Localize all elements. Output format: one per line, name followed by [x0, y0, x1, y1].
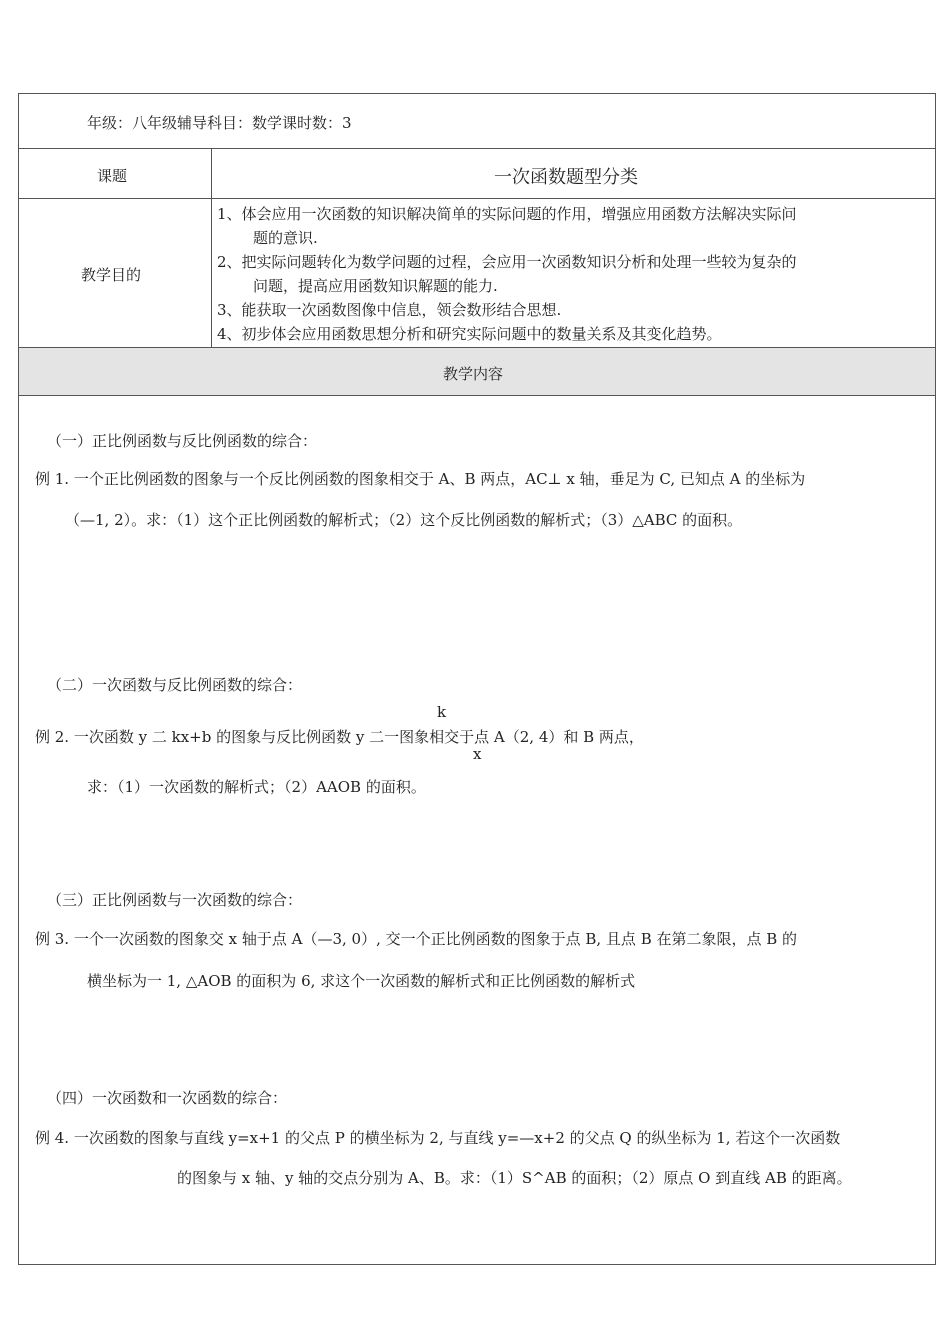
row-divider	[19, 198, 935, 199]
objective-item: 2、把实际问题转化为数学问题的过程，会应用一次函数知识分析和处理一些较为复杂的	[217, 253, 797, 271]
header-info: 年级：八年级辅导科目：数学课时数：3	[87, 114, 352, 132]
example-2-part-a: 例 2. 一次函数 y 二 kx+b 的图象与反比例函数 y 二一	[35, 728, 400, 746]
section-1-heading: （一）正比例函数与反比例函数的综合：	[47, 432, 318, 450]
example-2-part-b: 图象相交于点 A（2, 4）和 B 两点，	[399, 728, 644, 746]
row-divider	[19, 148, 935, 149]
example-4-line-1: 例 4. 一次函数的图象与直线 y=x+1 的父点 P 的横坐标为 2, 与直线 y=—x+2 的父点 Q 的纵坐标为 1, 若这个一次函数	[35, 1129, 841, 1147]
example-1-line-2: （—1, 2）。求：（1）这个正比例函数的解析式；（2）这个反比例函数的解析式；（3）△ABC 的面积。	[65, 511, 743, 529]
section-2-heading: （二）一次函数与反比例函数的综合：	[47, 676, 303, 694]
objective-item: 4、初步体会应用函数思想分析和研究实际问题中的数量关系及其变化趋势。	[217, 325, 722, 343]
example-4-line-2: 的图象与 x 轴、y 轴的交点分别为 A、B。求：（1）S^AB 的面积；（2）原点 O 到直线 AB 的距离。	[177, 1169, 852, 1187]
topic-label: 课题	[97, 167, 128, 185]
objective-item-cont: 问题，提高应用函数知识解题的能力.	[253, 277, 498, 295]
fraction-numerator: k	[437, 703, 447, 721]
topic-title: 一次函数题型分类	[494, 167, 638, 188]
objective-item: 1、体会应用一次函数的知识解决简单的实际问题的作用，增强应用函数方法解决实际问	[217, 205, 797, 223]
fraction-denominator: x	[473, 745, 482, 763]
objectives-label: 教学目的	[81, 266, 142, 284]
section-3-heading: （三）正比例函数与一次函数的综合：	[47, 891, 303, 909]
example-3-line-1: 例 3. 一个一次函数的图象交 x 轴于点 A（—3, 0）, 交一个正比例函数的图象于点 B, 且点 B 在第二象限，点 B 的	[35, 930, 798, 948]
objective-item-cont: 题的意识.	[253, 229, 318, 247]
example-3-line-2: 横坐标为一 1, △AOB 的面积为 6, 求这个一次函数的解析式和正比例函数的解析式	[87, 972, 636, 990]
example-2-line-1	[35, 726, 644, 747]
example-2-line-2: 求：（1）一次函数的解析式；（2）AAOB 的面积。	[87, 778, 426, 796]
objective-item: 3、能获取一次函数图像中信息，领会数形结合思想.	[217, 301, 562, 319]
row-divider	[19, 395, 935, 396]
lesson-plan-table	[18, 93, 936, 1265]
example-1-line-1: 例 1. 一个正比例函数的图象与一个反比例函数的图象相交于 A、B 两点，AC⊥ x 轴，垂足为 C, 已知点 A 的坐标为	[35, 470, 806, 488]
column-divider	[211, 148, 212, 347]
content-header: 教学内容	[443, 365, 504, 383]
section-4-heading: （四）一次函数和一次函数的综合：	[47, 1089, 288, 1107]
objectives-list	[217, 202, 797, 346]
